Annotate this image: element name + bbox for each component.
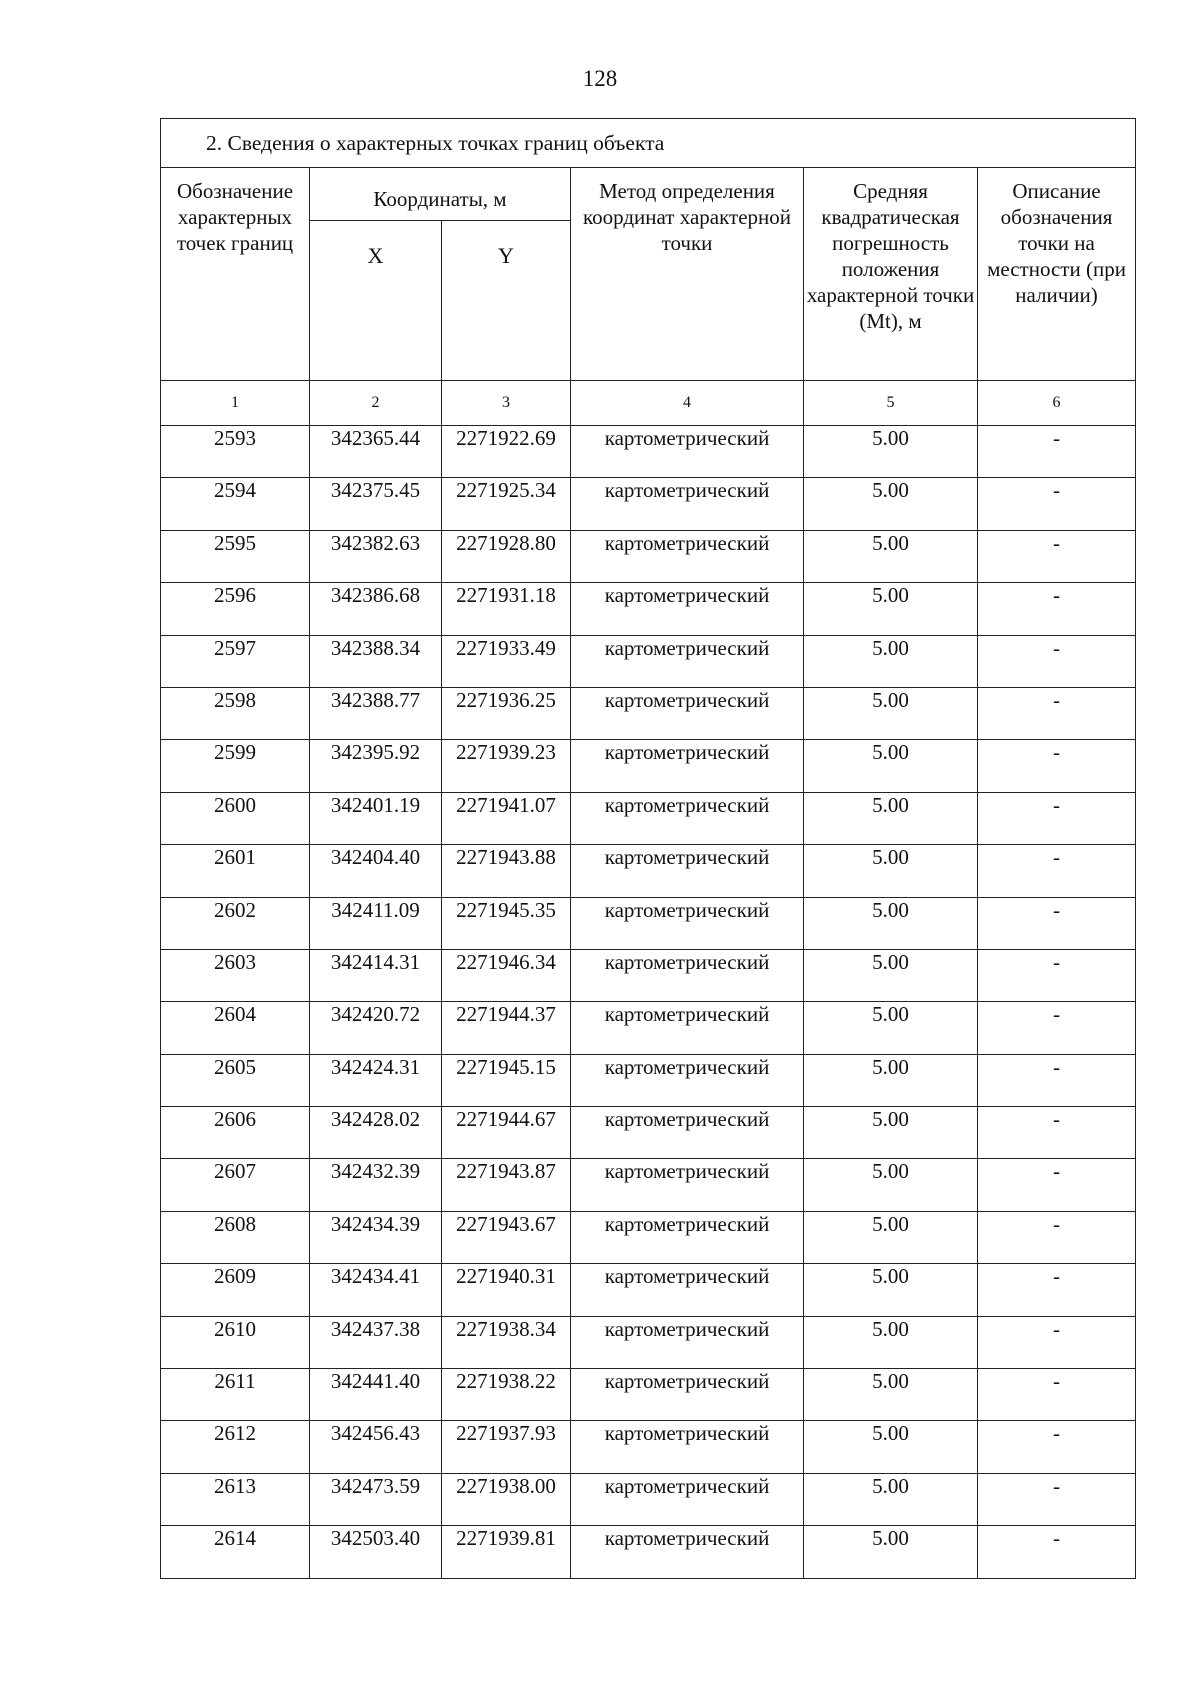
point-number-cell: 2593 <box>161 426 310 478</box>
coordinate-y-cell: 2271944.67 <box>442 1107 571 1159</box>
point-number-cell: 2607 <box>161 1159 310 1211</box>
error-cell: 5.00 <box>804 687 978 739</box>
description-cell: - <box>978 1316 1136 1368</box>
coordinate-x-cell: 342428.02 <box>310 1107 442 1159</box>
method-cell: картометрический <box>571 1002 804 1054</box>
point-number-cell: 2610 <box>161 1316 310 1368</box>
header-y: Y <box>442 221 571 381</box>
column-number: 6 <box>978 381 1136 426</box>
coordinate-x-cell: 342411.09 <box>310 897 442 949</box>
description-cell: - <box>978 1054 1136 1106</box>
table-row <box>161 1369 1136 1421</box>
error-cell: 5.00 <box>804 1054 978 1106</box>
coordinate-x-cell: 342456.43 <box>310 1421 442 1473</box>
method-cell: картометрический <box>571 1264 804 1316</box>
table-row <box>161 949 1136 1001</box>
header-row <box>161 168 1136 221</box>
error-cell: 5.00 <box>804 1211 978 1263</box>
coordinate-x-cell: 342401.19 <box>310 792 442 844</box>
description-cell: - <box>978 1159 1136 1211</box>
method-cell: картометрический <box>571 1159 804 1211</box>
coordinate-y-cell: 2271941.07 <box>442 792 571 844</box>
coordinate-x-cell: 342434.39 <box>310 1211 442 1263</box>
header-error: Средняя квадратическая погрешность положения характерной точки (Mt), м <box>804 168 978 381</box>
table-row <box>161 740 1136 792</box>
method-cell: картометрический <box>571 1211 804 1263</box>
coordinate-y-cell: 2271943.88 <box>442 845 571 897</box>
coordinate-y-cell: 2271946.34 <box>442 949 571 1001</box>
coordinate-x-cell: 342503.40 <box>310 1526 442 1578</box>
description-cell: - <box>978 1473 1136 1525</box>
point-number-cell: 2605 <box>161 1054 310 1106</box>
coordinate-x-cell: 342420.72 <box>310 1002 442 1054</box>
method-cell: картометрический <box>571 1421 804 1473</box>
description-cell: - <box>978 687 1136 739</box>
caption-row <box>161 119 1136 168</box>
boundary-points-table <box>160 118 1136 1579</box>
error-cell: 5.00 <box>804 740 978 792</box>
table-row <box>161 1526 1136 1578</box>
coordinate-x-cell: 342386.68 <box>310 583 442 635</box>
coordinate-x-cell: 342382.63 <box>310 530 442 582</box>
coordinate-y-cell: 2271943.87 <box>442 1159 571 1211</box>
coordinate-x-cell: 342437.38 <box>310 1316 442 1368</box>
point-number-cell: 2606 <box>161 1107 310 1159</box>
point-number-cell: 2603 <box>161 949 310 1001</box>
error-cell: 5.00 <box>804 530 978 582</box>
coordinate-y-cell: 2271943.67 <box>442 1211 571 1263</box>
coordinate-y-cell: 2271936.25 <box>442 687 571 739</box>
table-row <box>161 1211 1136 1263</box>
description-cell: - <box>978 1421 1136 1473</box>
description-cell: - <box>978 1002 1136 1054</box>
table-row <box>161 1316 1136 1368</box>
table-row <box>161 897 1136 949</box>
description-cell: - <box>978 1526 1136 1578</box>
error-cell: 5.00 <box>804 1107 978 1159</box>
header-description: Описание обозначения точки на местности (при наличии) <box>978 168 1136 381</box>
method-cell: картометрический <box>571 1473 804 1525</box>
point-number-cell: 2594 <box>161 478 310 530</box>
coordinate-y-cell: 2271940.31 <box>442 1264 571 1316</box>
table-row <box>161 635 1136 687</box>
error-cell: 5.00 <box>804 1369 978 1421</box>
method-cell: картометрический <box>571 845 804 897</box>
table-row <box>161 845 1136 897</box>
table-row <box>161 1473 1136 1525</box>
error-cell: 5.00 <box>804 1159 978 1211</box>
coordinate-x-cell: 342434.41 <box>310 1264 442 1316</box>
coordinate-x-cell: 342432.39 <box>310 1159 442 1211</box>
method-cell: картометрический <box>571 792 804 844</box>
point-number-cell: 2599 <box>161 740 310 792</box>
table-row <box>161 1107 1136 1159</box>
coordinate-x-cell: 342395.92 <box>310 740 442 792</box>
point-number-cell: 2600 <box>161 792 310 844</box>
coordinate-y-cell: 2271939.81 <box>442 1526 571 1578</box>
description-cell: - <box>978 949 1136 1001</box>
column-number: 1 <box>161 381 310 426</box>
point-number-cell: 2609 <box>161 1264 310 1316</box>
error-cell: 5.00 <box>804 1421 978 1473</box>
section-title: 2. Сведения о характерных точках границ объекта <box>161 119 1136 168</box>
table-row <box>161 583 1136 635</box>
column-number: 5 <box>804 381 978 426</box>
coordinate-y-cell: 2271925.34 <box>442 478 571 530</box>
method-cell: картометрический <box>571 478 804 530</box>
point-number-cell: 2595 <box>161 530 310 582</box>
table-row <box>161 1002 1136 1054</box>
coordinate-y-cell: 2271939.23 <box>442 740 571 792</box>
method-cell: картометрический <box>571 687 804 739</box>
table-row <box>161 1421 1136 1473</box>
error-cell: 5.00 <box>804 1002 978 1054</box>
table-row <box>161 478 1136 530</box>
coordinate-y-cell: 2271931.18 <box>442 583 571 635</box>
coordinate-y-cell: 2271928.80 <box>442 530 571 582</box>
point-number-cell: 2602 <box>161 897 310 949</box>
description-cell: - <box>978 530 1136 582</box>
method-cell: картометрический <box>571 740 804 792</box>
method-cell: картометрический <box>571 426 804 478</box>
description-cell: - <box>978 478 1136 530</box>
method-cell: картометрический <box>571 949 804 1001</box>
point-number-cell: 2611 <box>161 1369 310 1421</box>
coordinate-x-cell: 342404.40 <box>310 845 442 897</box>
coordinate-y-cell: 2271938.34 <box>442 1316 571 1368</box>
error-cell: 5.00 <box>804 792 978 844</box>
description-cell: - <box>978 583 1136 635</box>
coordinate-x-cell: 342441.40 <box>310 1369 442 1421</box>
coordinate-x-cell: 342388.77 <box>310 687 442 739</box>
point-number-cell: 2597 <box>161 635 310 687</box>
coordinate-y-cell: 2271937.93 <box>442 1421 571 1473</box>
coordinate-y-cell: 2271933.49 <box>442 635 571 687</box>
method-cell: картометрический <box>571 583 804 635</box>
method-cell: картометрический <box>571 1107 804 1159</box>
point-number-cell: 2604 <box>161 1002 310 1054</box>
table-row <box>161 1264 1136 1316</box>
coordinate-x-cell: 342388.34 <box>310 635 442 687</box>
column-number: 2 <box>310 381 442 426</box>
error-cell: 5.00 <box>804 1526 978 1578</box>
point-number-cell: 2608 <box>161 1211 310 1263</box>
description-cell: - <box>978 792 1136 844</box>
point-number-cell: 2614 <box>161 1526 310 1578</box>
description-cell: - <box>978 1369 1136 1421</box>
description-cell: - <box>978 1107 1136 1159</box>
table-row <box>161 1159 1136 1211</box>
coordinate-y-cell: 2271945.15 <box>442 1054 571 1106</box>
point-number-cell: 2612 <box>161 1421 310 1473</box>
header-x: X <box>310 221 442 381</box>
description-cell: - <box>978 897 1136 949</box>
description-cell: - <box>978 845 1136 897</box>
method-cell: картометрический <box>571 1316 804 1368</box>
description-cell: - <box>978 426 1136 478</box>
coordinate-x-cell: 342473.59 <box>310 1473 442 1525</box>
table-row <box>161 530 1136 582</box>
coordinate-x-cell: 342365.44 <box>310 426 442 478</box>
method-cell: картометрический <box>571 1526 804 1578</box>
table-row <box>161 687 1136 739</box>
description-cell: - <box>978 1211 1136 1263</box>
coordinate-y-cell: 2271938.00 <box>442 1473 571 1525</box>
point-number-cell: 2596 <box>161 583 310 635</box>
error-cell: 5.00 <box>804 1473 978 1525</box>
point-number-cell: 2598 <box>161 687 310 739</box>
description-cell: - <box>978 635 1136 687</box>
header-point-designation: Обозначение характерных точек границ <box>161 168 310 381</box>
coordinate-y-cell: 2271938.22 <box>442 1369 571 1421</box>
column-number: 3 <box>442 381 571 426</box>
error-cell: 5.00 <box>804 1264 978 1316</box>
header-coordinates: Координаты, м <box>310 168 571 221</box>
coordinate-y-cell: 2271944.37 <box>442 1002 571 1054</box>
description-cell: - <box>978 1264 1136 1316</box>
error-cell: 5.00 <box>804 897 978 949</box>
error-cell: 5.00 <box>804 845 978 897</box>
page-number: 128 <box>582 66 618 91</box>
point-number-cell: 2601 <box>161 845 310 897</box>
error-cell: 5.00 <box>804 635 978 687</box>
error-cell: 5.00 <box>804 949 978 1001</box>
method-cell: картометрический <box>571 1054 804 1106</box>
coordinate-x-cell: 342424.31 <box>310 1054 442 1106</box>
coordinate-x-cell: 342414.31 <box>310 949 442 1001</box>
header-method: Метод определения координат характерной точки <box>571 168 804 381</box>
table-row <box>161 426 1136 478</box>
error-cell: 5.00 <box>804 1316 978 1368</box>
column-numbers-row <box>161 381 1136 426</box>
method-cell: картометрический <box>571 635 804 687</box>
point-number-cell: 2613 <box>161 1473 310 1525</box>
coordinate-y-cell: 2271922.69 <box>442 426 571 478</box>
description-cell: - <box>978 740 1136 792</box>
method-cell: картометрический <box>571 897 804 949</box>
table-row <box>161 792 1136 844</box>
table-row <box>161 1054 1136 1106</box>
method-cell: картометрический <box>571 530 804 582</box>
error-cell: 5.00 <box>804 478 978 530</box>
coordinate-x-cell: 342375.45 <box>310 478 442 530</box>
method-cell: картометрический <box>571 1369 804 1421</box>
error-cell: 5.00 <box>804 426 978 478</box>
column-number: 4 <box>571 381 804 426</box>
coordinate-y-cell: 2271945.35 <box>442 897 571 949</box>
error-cell: 5.00 <box>804 583 978 635</box>
